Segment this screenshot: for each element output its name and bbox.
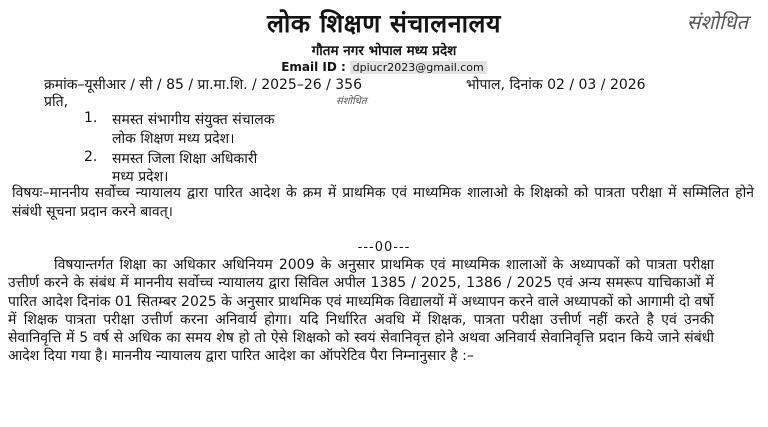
salutation: प्रति, [44, 94, 69, 110]
email-value: dpiucr2023@gmail.com [350, 61, 487, 74]
addressee-line: समस्त जिला शिक्षा अधिकारी [112, 151, 258, 167]
subject-block [12, 184, 754, 221]
subject-text: माननीय सर्वोच्च न्यायालय द्वारा पारित आदेश के क्रम में प्राथमिक एवं माध्यमिक शालाओ के शिक्षको को पात्रता परीक्षा में सम्मिलित होने संबंधी सूचना प्रदान करने बावत्। [12, 185, 754, 220]
addressee-number: 2. [84, 149, 98, 165]
subject-label: विषयः– [12, 185, 50, 201]
addressee-line: समस्त संभागीय संयुक्त संचालक [112, 112, 275, 128]
addressee-line: लोक शिक्षण मध्य प्रदेश। [112, 131, 235, 147]
email-line [0, 60, 768, 74]
separator: ---00--- [357, 240, 411, 255]
handwritten-note-top: संशोधित [686, 10, 748, 34]
office-title: लोक शिक्षण संचालनालय [266, 9, 501, 38]
place-date: भोपाल, दिनांक 02 / 03 / 2026 [466, 77, 646, 93]
addressee-line: मध्य प्रदेश। [112, 169, 169, 185]
email-label: Email ID : [281, 60, 346, 74]
handwritten-note-ref: संशोधित [336, 96, 367, 107]
addressee-number: 1. [84, 110, 98, 126]
body-paragraph: विषयान्तर्गत शिक्षा का अधिकार अधिनियम 2009 के अनुसार प्राथमिक एवं माध्यमिक शालाओं के अध्यापकों को पात्रता परीक्षा उत्तीर्ण करने के संबंध में माननीय सर्वोच्च न्यायालय द्वारा सिविल अपील 1385 / 2025, 1386 / 2025 एवं अन्य समरूप याचिकाओं में पारित आदेश दिनांक 01 सितम्बर 2025 के अनुसार प्राथमिक एवं माध्यमिक विद्यालयों में अध्यापन करने वाले अध्यापकों को आगामी दो वर्षो में शिक्षक पात्रता परीक्षा उत्तीर्ण करना अनिवार्य होगा। यदि निर्धारित अवधि में शिक्षक, पात्रता परीक्षा उत्तीर्ण नहीं करते है एवं उनकी सेवानिवृत्ति में 5 वर्ष से अधिक का समय शेष हो तो ऐसे शिक्षको को स्वयं सेवानिवृत्त होने अथवा अनिवार्य सेवानिवृत्ति प्रदान किये जाने संबंधी आदेश दिया गया है। माननीय न्यायालय द्वारा पारित आदेश का ऑपरेटिव पैरा निम्नानुसार है :– [8, 257, 714, 365]
office-address: गौतम नगर भोपाल मध्य प्रदेश [311, 43, 457, 59]
reference-number: क्रमांक–यूसीआर / सी / 85 / प्रा.मा.शि. / 2025–26 / 356 [44, 77, 362, 93]
